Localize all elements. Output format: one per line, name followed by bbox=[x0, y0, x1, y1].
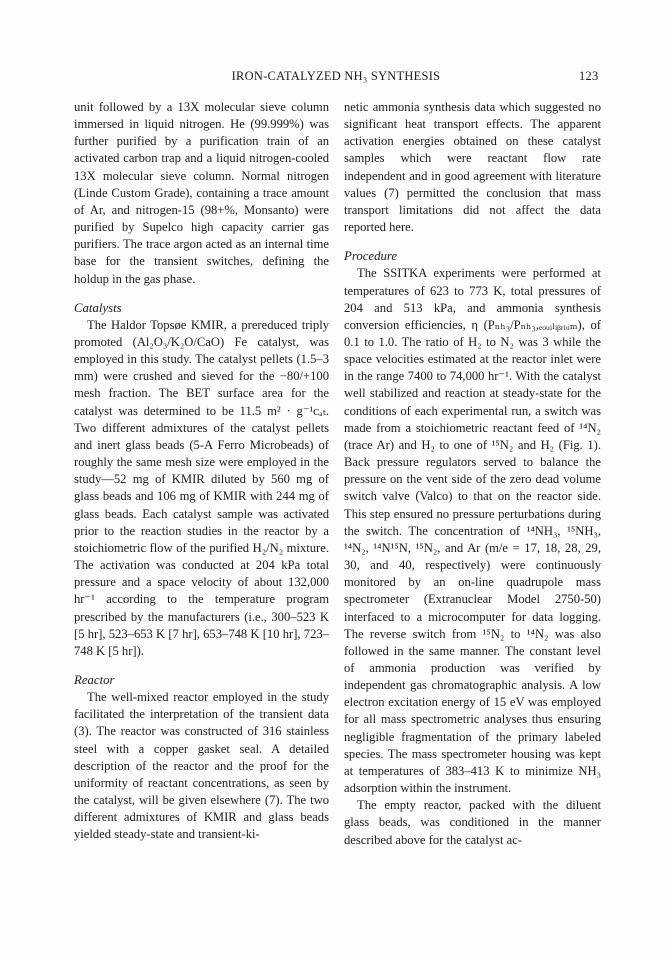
paragraph-procedure: The SSITKA experiments were performed at temperatures of 623 to 773 K, total pressures of 204 and 513 kPa, and ammonia synthesis conversion efficiencies, η (Pₙₕ₃/Pₙₕ₃,ₑₒᵤᵢₗᵢᵦᵣᵢᵤₘ), of 0.1 to 1.0. The ratio of H₂ to N₂ was 3 while the space velocities estimated at the reactor inlet were in the range 7400 to 74,000 hr⁻¹. With the catalyst well stabilized and reaction at steady-state for the conditions of each experimental run, a switch was made from a stoichiometric reactant feed of ¹⁴N₂ (trace Ar) and H₂ to one of ¹⁵N₂ and H₂ (Fig. 1). Back pressure regulators served to balance the pressure on the vent side of the zero dead volume switch valve (Valco) to that on the reactor side. This step ensured no pressure perturbations during the switch. The concentration of ¹⁴NH₃, ¹⁵NH₃, ¹⁴N₂, ¹⁴N¹⁵N, ¹⁵N₂, and Ar (m/e = 17, 18, 28, 29, 30, and 40, respectively) were continuously monitored by an on-line quadrupole mass spectrometer (Extranuclear Model 2750-50) interfaced to a microcomputer for data logging. The reverse switch from ¹⁵N₂ to ¹⁴N₂ was also followed in the same manner. The constant level of ammonia production was verified by independent gas chromatographic analysis. A low electron excitation energy of 15 eV was employed for all mass spectrometric analyses thus ensuring negligible fragmentation of the primary labeled species. The mass spectrometer housing was kept at temperatures of 383–413 K to minimize NH₃ adsorption within the instrument. bbox=[344, 266, 601, 796]
paragraph-empty-reactor: The empty reactor, packed with the diluent glass beads, was conditioned in the manner described above for the catalyst ac- bbox=[344, 798, 601, 847]
heading-catalysts: Catalysts bbox=[74, 300, 122, 315]
right-column bbox=[344, 99, 601, 849]
paragraph-purification: unit followed by a 13X molecular sieve column immersed in liquid nitrogen. He (99.999%) was further purified by a purification train of an activated carbon trap and a liquid nitrogen-cooled 13X molecular sieve column. Normal nitrogen (Linde Custom Grade), containing a trace amount of Ar, and nitrogen-15 (98+%, Monsanto) were purified by Supelco high capacity carrier gas purifiers. The trace argon acted as an internal time base for the transient switches, defining the holdup in the gas phase. bbox=[74, 100, 329, 286]
left-column bbox=[74, 99, 329, 844]
paragraph-kinetic-data: netic ammonia synthesis data which suggested no significant heat transport effects. The apparent activation energies obtained on these catalyst samples which were reactant flow rate independent and in good agreement with literature values (7) permitted the conclusion that mass transport limitations did not affect the data reported here. bbox=[344, 100, 601, 235]
paragraph-catalysts: The Haldor Topsøe KMIR, a prereduced triply promoted (Al₂O₃/K₂O/CaO) Fe catalyst, was employed in this study. The catalyst pellets (1.5–3 mm) were crushed and sieved for the −80/+100 mesh fraction. The BET surface area for the catalyst was determined to be 11.5 m² · g⁻¹ᴄₐₜ. Two different admixtures of the catalyst pellets and inert glass beads (5-A Ferro Microbeads) of roughly the same mesh size were employed in the study—52 mg of KMIR diluted by 560 mg of glass beads and 106 mg of KMIR with 244 mg of glass beads. Each catalyst sample was activated prior to the reaction studies in the reactor by a stoichiometric flow of the purified H₂/N₂ mixture. The activation was conducted at 204 kPa total pressure and a space velocity of about 132,000 hr⁻¹ according to the temperature program prescribed by the manufacturers (i.e., 300–523 K [5 hr], 523–653 K [7 hr], 653–748 K [10 hr], 723–748 K [5 hr]). bbox=[74, 317, 329, 658]
running-title: IRON-CATALYZED NH₃ SYNTHESIS bbox=[231, 69, 441, 83]
heading-procedure: Procedure bbox=[344, 249, 398, 264]
heading-reactor: Reactor bbox=[74, 672, 115, 687]
page-number: 123 bbox=[579, 69, 599, 83]
paragraph-reactor: The well-mixed reactor employed in the study facilitated the interpretation of the transient data (3). The reactor was constructed of 316 stainless steel with a copper gasket seal. A detailed description of the reactor and the proof for the uniformity of reactant concentrations, as seen by the catalyst, will be given elsewhere (7). The two different admixtures of KMIR and glass beads yielded steady-state and transient-ki- bbox=[74, 690, 329, 842]
running-head bbox=[0, 69, 672, 89]
